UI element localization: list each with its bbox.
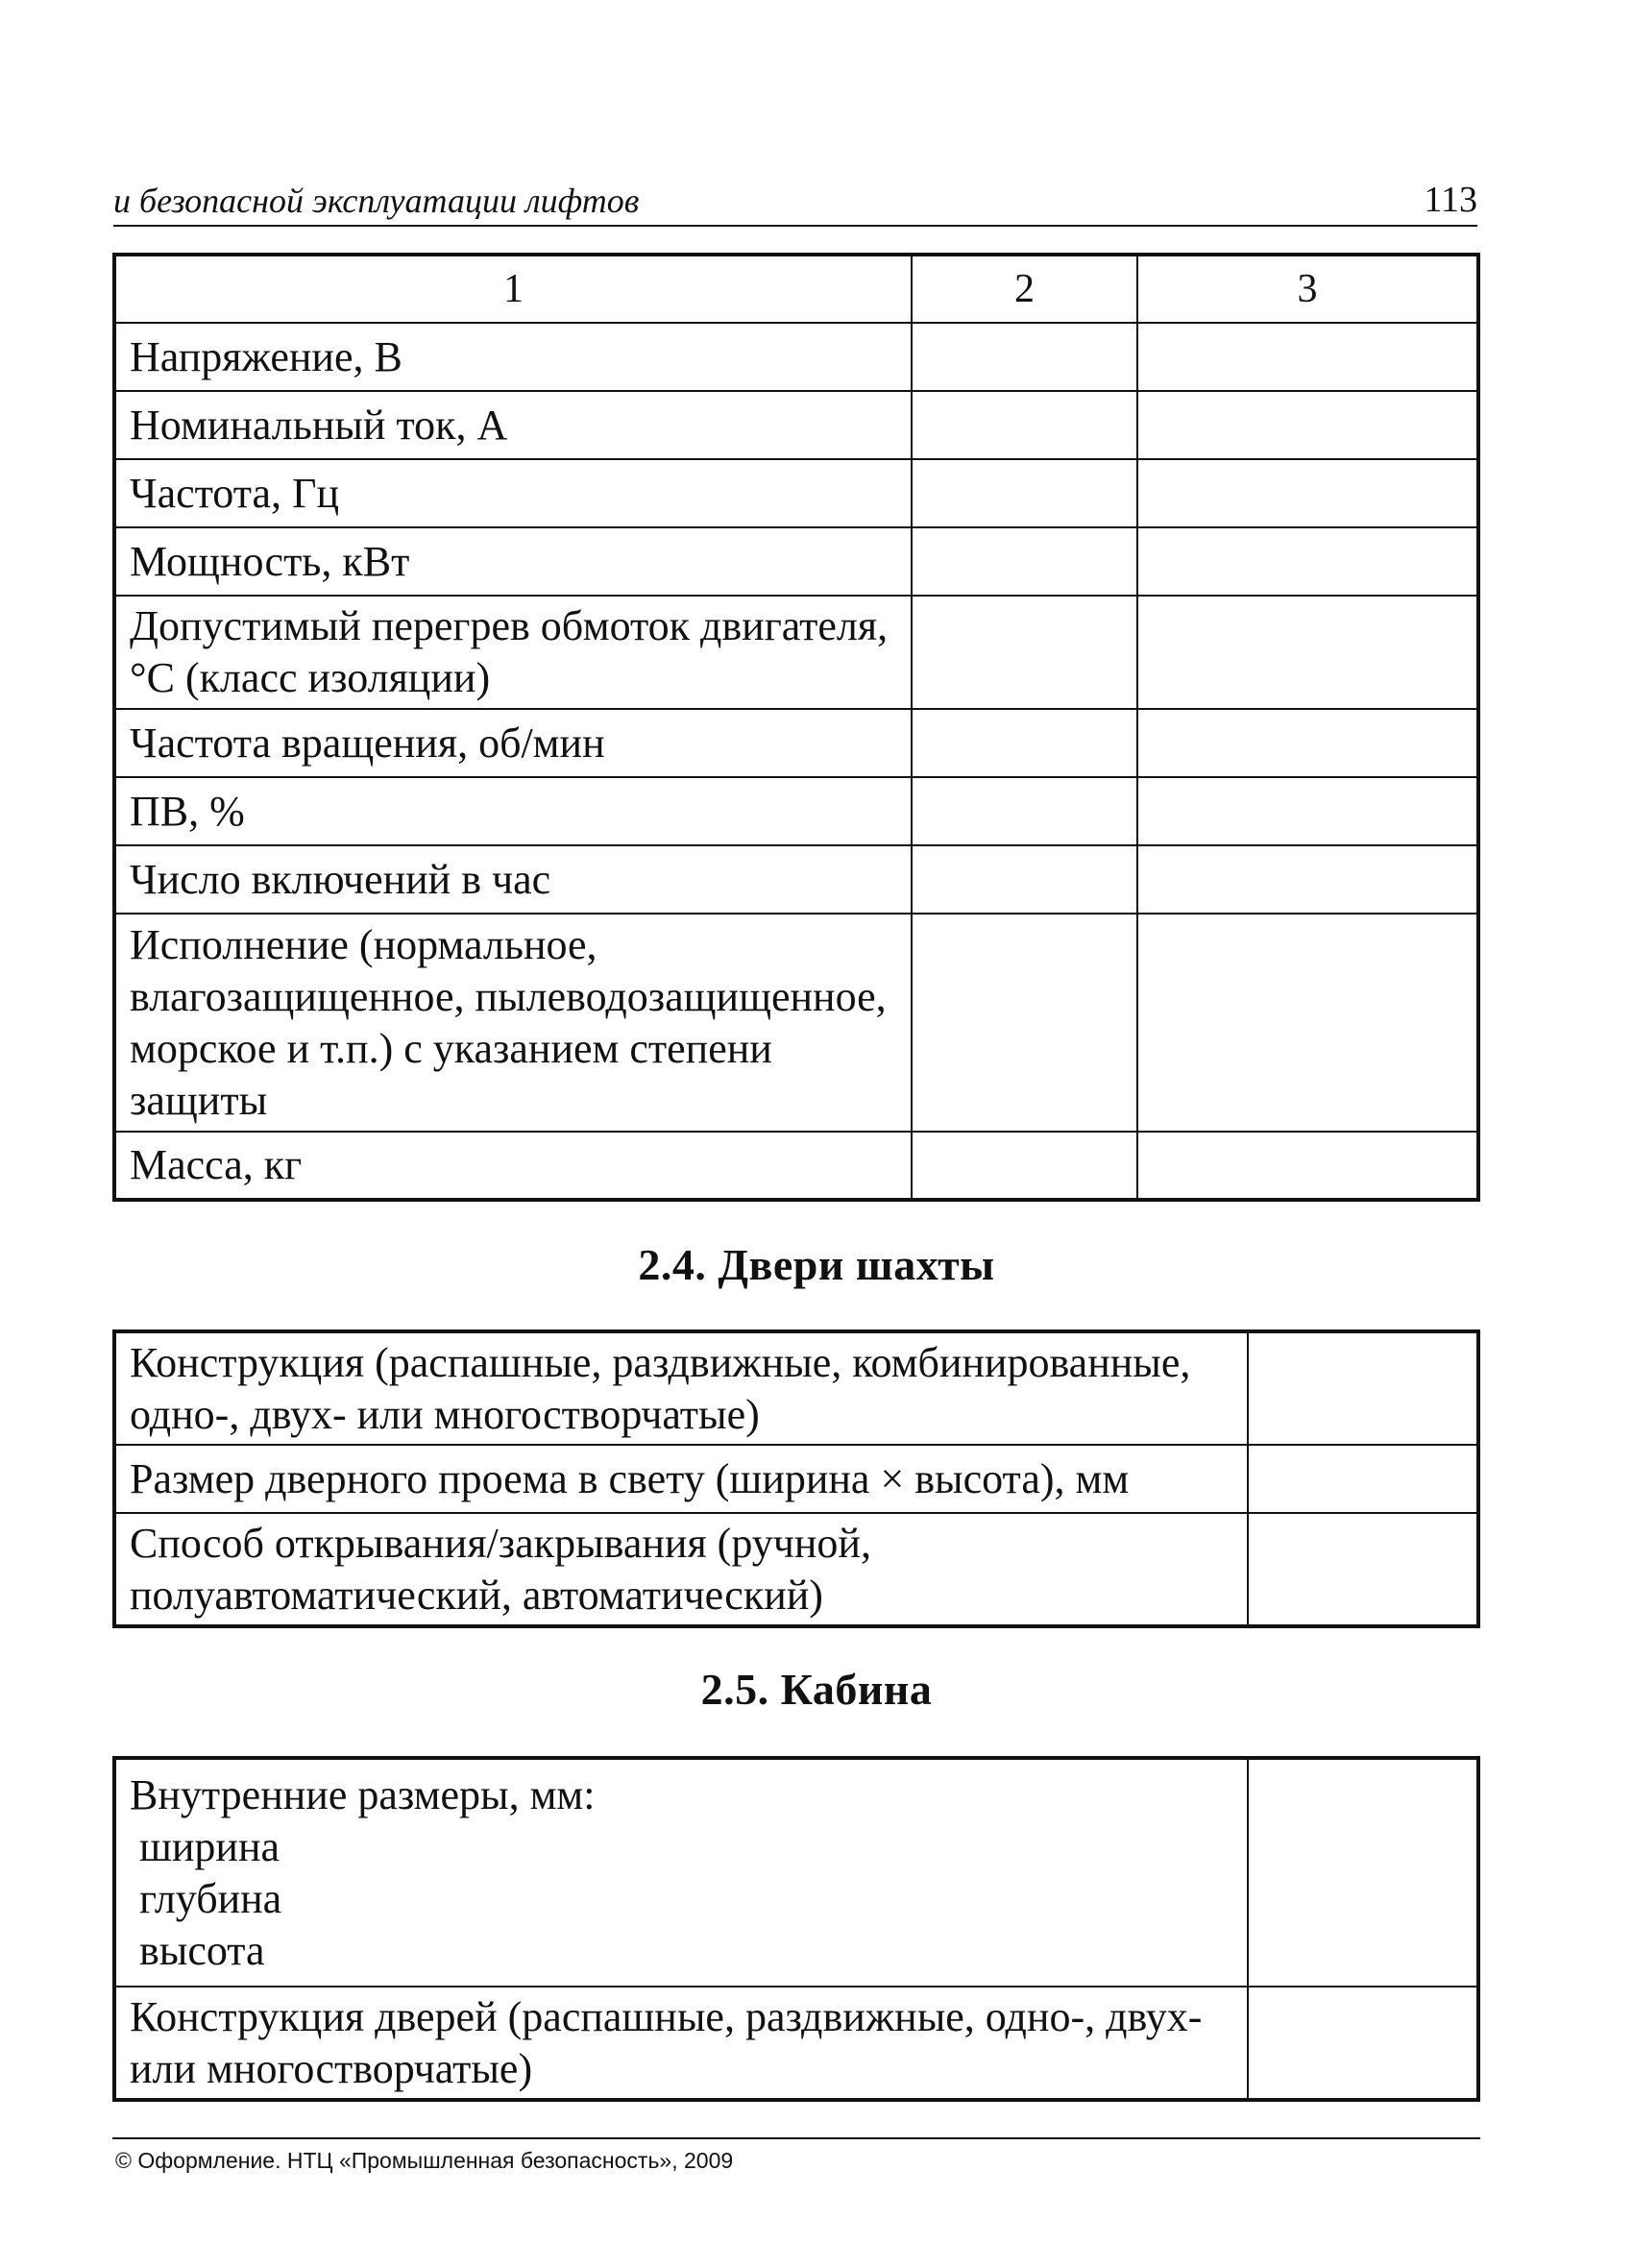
value-cell	[912, 527, 1137, 596]
footer-divider	[112, 2137, 1480, 2139]
row-inner-sizes	[114, 1758, 1248, 1987]
value-cell	[912, 914, 1137, 1132]
section-title-shaft-doors: 2.4. Двери шахты	[638, 1240, 995, 1289]
row-label-door-construction: Конструкция (распашные, раздвижные, комбинированные, одно-, двух- или многостворчатые)	[114, 1331, 1248, 1445]
table-row	[114, 1331, 1478, 1445]
table-row	[114, 1513, 1478, 1626]
table-header-row	[114, 255, 1478, 323]
row-label-opening-method: Способ открывания/закрывания (ручной, полуавтоматический, автоматический)	[114, 1513, 1248, 1626]
inner-size-height: высота	[139, 1926, 265, 1974]
inner-sizes-label: Внутренние размеры, мм:	[130, 1770, 596, 1818]
value-cell	[1248, 1758, 1478, 1987]
table-row	[114, 709, 1478, 777]
row-label-frequency: Частота, Гц	[114, 459, 912, 527]
value-cell	[1248, 1987, 1478, 2100]
value-cell	[1248, 1513, 1478, 1626]
value-cell	[1137, 777, 1478, 845]
value-cell	[912, 459, 1137, 527]
value-cell	[1137, 459, 1478, 527]
page-number: 113	[1424, 180, 1477, 220]
table-row	[114, 391, 1478, 459]
value-cell	[1137, 596, 1478, 709]
table-row	[114, 1758, 1478, 1987]
section-title-cabin: 2.5. Кабина	[700, 1665, 933, 1714]
row-label-mass: Масса, кг	[114, 1132, 912, 1200]
column-header-3: 3	[1137, 255, 1478, 323]
value-cell	[1137, 845, 1478, 914]
table-row	[114, 777, 1478, 845]
table-row	[114, 1987, 1478, 2100]
row-label-duty-cycle: ПВ, %	[114, 777, 912, 845]
row-label-voltage: Напряжение, В	[114, 323, 912, 391]
value-cell	[912, 777, 1137, 845]
value-cell	[912, 1132, 1137, 1200]
table-row	[114, 323, 1478, 391]
value-cell	[912, 323, 1137, 391]
cabin-table	[112, 1756, 1480, 2102]
row-label-rotation-speed: Частота вращения, об/мин	[114, 709, 912, 777]
value-cell	[1137, 323, 1478, 391]
running-head	[113, 180, 1477, 227]
value-cell	[1248, 1331, 1478, 1445]
table-row	[114, 1445, 1478, 1513]
row-label-cabin-doors-construction: Конструкция дверей (распашные, раздвижные, одно-, двух- или многостворчатые)	[114, 1987, 1248, 2100]
value-cell	[1137, 709, 1478, 777]
value-cell	[1137, 527, 1478, 596]
row-label-door-opening-size: Размер дверного проема в свету (ширина × высота), мм	[114, 1445, 1248, 1513]
value-cell	[1137, 391, 1478, 459]
column-header-1: 1	[114, 255, 912, 323]
value-cell	[912, 391, 1137, 459]
table-row	[114, 596, 1478, 709]
shaft-doors-table	[112, 1329, 1480, 1628]
value-cell	[1248, 1445, 1478, 1513]
row-label-overheat: Допустимый перегрев обмоток двигателя, °С (класс изоляции)	[114, 596, 912, 709]
value-cell	[912, 845, 1137, 914]
table-row	[114, 459, 1478, 527]
running-head-title: и безопасной эксплуатации лифтов	[113, 182, 640, 220]
value-cell	[912, 709, 1137, 777]
value-cell	[912, 596, 1137, 709]
motor-parameters-table	[112, 253, 1480, 1202]
table-row	[114, 845, 1478, 914]
inner-size-depth: глубина	[139, 1874, 282, 1922]
value-cell	[1137, 1132, 1478, 1200]
table-row	[114, 1132, 1478, 1200]
value-cell	[1137, 914, 1478, 1132]
row-label-current: Номинальный ток, А	[114, 391, 912, 459]
column-header-2: 2	[912, 255, 1137, 323]
row-label-power: Мощность, кВт	[114, 527, 912, 596]
footer-copyright: © Оформление. НТЦ «Промышленная безопасность», 2009	[115, 2148, 734, 2173]
table-row	[114, 527, 1478, 596]
inner-size-width: ширина	[139, 1822, 280, 1870]
row-label-starts-per-hour: Число включений в час	[114, 845, 912, 914]
table-row	[114, 914, 1478, 1132]
row-label-design-version: Исполнение (нормальное, влагозащищенное, пылеводозащищенное, морское и т.п.) с указанием степени защиты	[114, 914, 912, 1132]
